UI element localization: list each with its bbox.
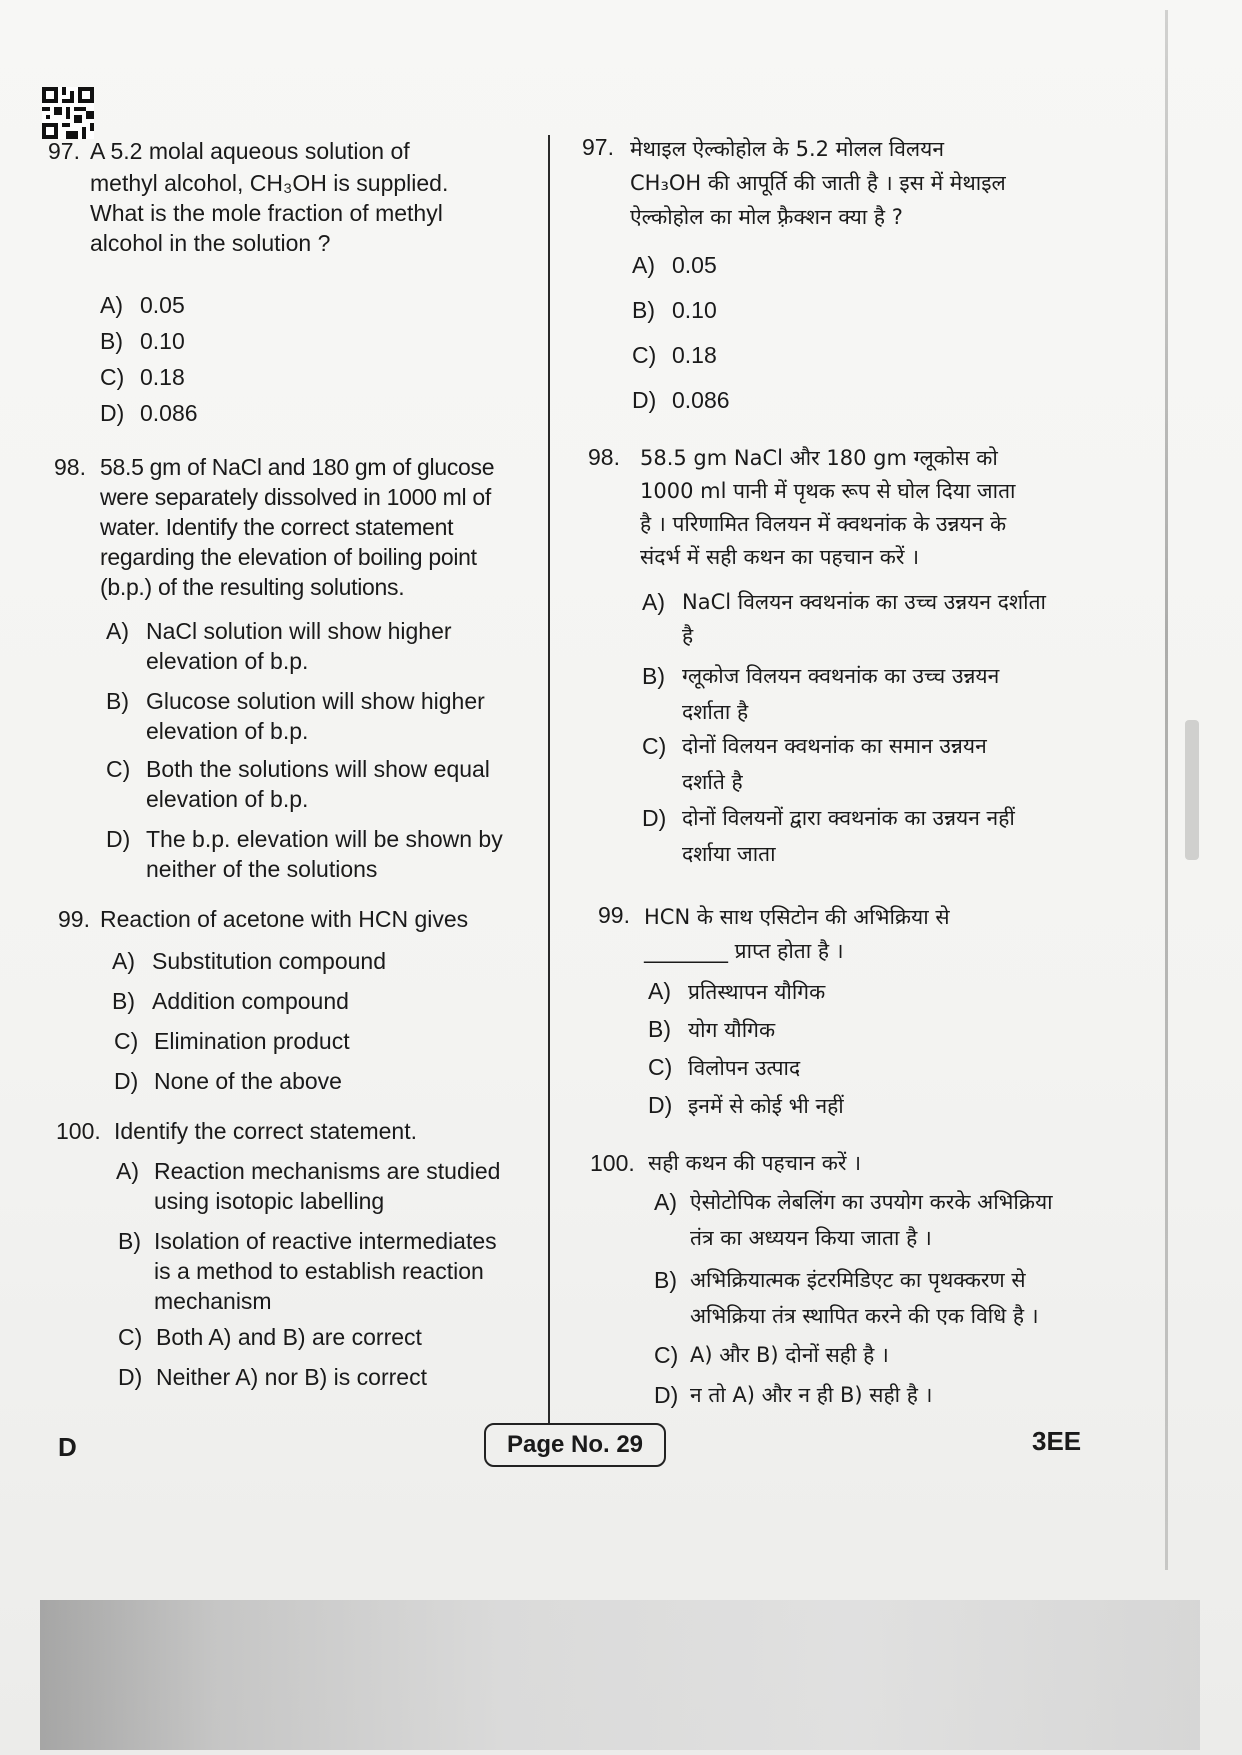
question-text-line: संदर्भ में सही कथन का पहचान करें ।	[640, 545, 920, 569]
option-text: Elimination product	[154, 1028, 350, 1054]
option-text: NaCl विलयन क्वथनांक का उच्च उन्नयन दर्शाता	[682, 590, 1046, 614]
option-label: B)	[648, 1016, 671, 1042]
page-edge-tab	[1185, 720, 1199, 860]
option-a[interactable]	[648, 976, 825, 1007]
option-text: 0.05	[672, 252, 717, 278]
question-text-line: ऐल्कोहोल का मोल फ़्रैक्शन क्या है ?	[630, 205, 903, 229]
option-label: A)	[632, 252, 655, 278]
question-97-en	[48, 136, 538, 266]
option-b[interactable]	[118, 1226, 548, 1314]
option-text: योग यौगिक	[688, 1018, 776, 1042]
option-label: C)	[654, 1342, 679, 1368]
option-text: है	[682, 624, 694, 648]
question-text-line: 58.5 gm NaCl और 180 gm ग्लूकोस को	[640, 446, 998, 470]
question-text-line: CH₃OH की आपूर्ति की जाती है । इस में मेथाइल	[630, 171, 1006, 195]
question-98-hi	[588, 442, 1088, 572]
question-100-en	[56, 1116, 546, 1148]
page-edge	[1165, 10, 1168, 1570]
option-label: A)	[106, 618, 129, 644]
qr-code-icon	[42, 86, 94, 140]
option-text: 0.10	[140, 328, 185, 354]
option-text: elevation of b.p.	[146, 718, 309, 744]
option-b[interactable]	[112, 986, 349, 1016]
question-number: 97.	[48, 138, 80, 164]
question-text-line: were separately dissolved in 1000 ml of	[100, 484, 492, 510]
option-c[interactable]	[106, 754, 536, 812]
question-number: 97.	[582, 134, 614, 160]
question-text-line: Reaction of acetone with HCN gives	[100, 906, 469, 932]
option-a[interactable]	[642, 585, 1082, 648]
question-98-en	[54, 452, 544, 602]
option-label: D)	[118, 1364, 143, 1390]
option-label: C)	[648, 1054, 673, 1080]
option-text: neither of the solutions	[146, 856, 378, 882]
question-text-line: methyl alcohol, CH₃OH is supplied.	[90, 170, 449, 196]
option-text: दर्शाते है	[682, 770, 743, 794]
option-text: None of the above	[154, 1068, 342, 1094]
option-label: D)	[642, 805, 667, 831]
question-text-line: ________ प्राप्त होता है ।	[644, 939, 844, 963]
question-number: 100.	[590, 1150, 635, 1176]
scan-shadow	[40, 1600, 1200, 1750]
option-d[interactable]	[106, 824, 536, 882]
question-text-line: 58.5 gm of NaCl and 180 gm of glucose	[100, 454, 495, 480]
option-label: C)	[642, 733, 667, 759]
option-label: A)	[642, 589, 665, 615]
question-text-line: मेथाइल ऐल्कोहोल के 5.2 मोलल विलयन	[630, 137, 945, 161]
option-b[interactable]	[648, 1014, 775, 1045]
option-label: A)	[648, 978, 671, 1004]
option-text: 0.10	[672, 297, 717, 323]
option-a[interactable]	[112, 946, 386, 976]
option-text: Reaction mechanisms are studied	[154, 1158, 501, 1184]
question-text-line: सही कथन की पहचान करें ।	[648, 1151, 862, 1175]
option-a[interactable]	[654, 1184, 1094, 1250]
option-label: C)	[114, 1028, 139, 1054]
question-text-line: water. Identify the correct statement	[100, 514, 454, 540]
question-text-line: alcohol in the solution ?	[90, 230, 331, 256]
option-text: Substitution compound	[152, 948, 386, 974]
option-b[interactable]	[100, 326, 185, 356]
option-d[interactable]	[642, 800, 1082, 866]
option-c[interactable]	[632, 340, 717, 370]
option-a[interactable]	[632, 250, 717, 280]
option-b[interactable]	[642, 658, 1082, 724]
option-text: 0.18	[140, 364, 185, 390]
question-number: 99.	[58, 906, 90, 932]
question-text-line: regarding the elevation of boiling point	[100, 544, 477, 570]
option-label: B)	[654, 1267, 677, 1293]
option-label: A)	[112, 948, 135, 974]
option-text: 0.05	[140, 292, 185, 318]
question-text-line: है । परिणामित विलयन में क्वथनांक के उन्नयन के	[640, 512, 1007, 536]
option-text: ऐसोटोपिक लेबलिंग का उपयोग करके अभिक्रिया	[690, 1190, 1053, 1214]
question-text-line: Identify the correct statement.	[114, 1118, 417, 1144]
option-text: Neither A) nor B) is correct	[156, 1364, 427, 1390]
question-text-line: What is the mole fraction of methyl	[90, 200, 443, 226]
option-label: D)	[648, 1092, 673, 1118]
option-text: Both the solutions will show equal	[146, 756, 490, 782]
option-text: विलोपन उत्पाद	[688, 1056, 801, 1080]
option-label: A)	[100, 292, 123, 318]
option-d[interactable]	[632, 385, 730, 415]
option-text: ग्लूकोज विलयन क्वथनांक का उच्च उन्नयन	[682, 664, 1000, 688]
option-text: 0.086	[672, 387, 730, 413]
option-label: C)	[632, 342, 657, 368]
option-text: using isotopic labelling	[154, 1188, 385, 1214]
option-text: The b.p. elevation will be shown by	[146, 826, 503, 852]
question-97-hi	[582, 132, 1082, 232]
option-label: D)	[632, 387, 657, 413]
option-text: elevation of b.p.	[146, 786, 309, 812]
option-c[interactable]	[100, 362, 185, 392]
option-text: 0.18	[672, 342, 717, 368]
option-text: Addition compound	[152, 988, 349, 1014]
option-b[interactable]	[654, 1262, 1094, 1328]
option-c[interactable]	[654, 1340, 1094, 1371]
option-a[interactable]	[116, 1156, 546, 1214]
option-label: C)	[118, 1324, 143, 1350]
option-text: A) और B) दोनों सही है ।	[690, 1343, 889, 1367]
question-text-line: HCN के साथ एसिटोन की अभिक्रिया से	[644, 905, 950, 929]
option-label: D)	[114, 1068, 139, 1094]
option-d[interactable]	[648, 1090, 844, 1121]
question-text-line: A 5.2 molal aqueous solution of	[90, 138, 410, 164]
option-text: Both A) and B) are correct	[156, 1324, 422, 1350]
option-c[interactable]	[642, 728, 1082, 794]
option-label: D)	[106, 826, 131, 852]
option-text: elevation of b.p.	[146, 648, 309, 674]
option-text: दर्शाता है	[682, 700, 749, 724]
option-label: B)	[112, 988, 135, 1014]
option-text: अभिक्रिया तंत्र स्थापित करने की एक विधि है ।	[690, 1304, 1039, 1328]
option-d[interactable]	[100, 398, 198, 428]
question-99-en	[58, 904, 548, 936]
option-label: B)	[118, 1228, 141, 1254]
option-text: mechanism	[154, 1288, 272, 1314]
option-label: D)	[654, 1382, 679, 1408]
option-text: Glucose solution will show higher	[146, 688, 485, 714]
option-text: दोनों विलयन क्वथनांक का समान उन्नयन	[682, 734, 987, 758]
option-label: C)	[106, 756, 131, 782]
option-c[interactable]	[118, 1322, 548, 1352]
option-c[interactable]	[114, 1026, 350, 1056]
option-c[interactable]	[648, 1052, 800, 1083]
option-label: B)	[632, 297, 655, 323]
option-text: NaCl solution will show higher	[146, 618, 452, 644]
option-d[interactable]	[654, 1380, 1094, 1411]
option-b[interactable]	[106, 686, 536, 744]
question-99-hi	[598, 900, 1078, 970]
option-text: Isolation of reactive intermediates	[154, 1228, 497, 1254]
option-text: प्रतिस्थापन यौगिक	[688, 980, 826, 1004]
booklet-series: D	[58, 1432, 77, 1462]
question-text-line: (b.p.) of the resulting solutions.	[100, 574, 405, 600]
option-text: तंत्र का अध्ययन किया जाता है ।	[690, 1226, 932, 1250]
page-number: Page No. 29	[484, 1423, 666, 1467]
option-d[interactable]	[118, 1362, 548, 1392]
question-100-hi	[590, 1148, 1080, 1182]
option-text: इनमें से कोई भी नहीं	[688, 1094, 844, 1118]
option-text: दोनों विलयनों द्वारा क्वथनांक का उन्नयन नहीं	[682, 806, 1015, 830]
option-label: A)	[654, 1189, 677, 1215]
question-number: 98.	[54, 454, 86, 480]
option-text: दर्शाया जाता	[682, 842, 776, 866]
option-d[interactable]	[114, 1066, 342, 1096]
option-a[interactable]	[106, 616, 536, 674]
option-label: C)	[100, 364, 125, 390]
option-label: B)	[642, 663, 665, 689]
option-label: B)	[106, 688, 129, 714]
option-a[interactable]	[100, 290, 185, 320]
question-number: 98.	[588, 444, 620, 470]
column-divider	[548, 135, 550, 1425]
option-label: B)	[100, 328, 123, 354]
option-text: 0.086	[140, 400, 198, 426]
option-label: A)	[116, 1158, 139, 1184]
option-label: D)	[100, 400, 125, 426]
paper-code: 3EE	[1032, 1426, 1082, 1456]
option-text: is a method to establish reaction	[154, 1258, 484, 1284]
option-text: अभिक्रियात्मक इंटरमिडिएट का पृथक्करण से	[690, 1268, 1026, 1292]
option-text: न तो A) और न ही B) सही है ।	[690, 1383, 933, 1407]
option-b[interactable]	[632, 295, 717, 325]
question-text-line: 1000 ml पानी में पृथक रूप से घोल दिया जाता	[640, 479, 1016, 503]
question-number: 100.	[56, 1118, 101, 1144]
question-number: 99.	[598, 902, 630, 928]
